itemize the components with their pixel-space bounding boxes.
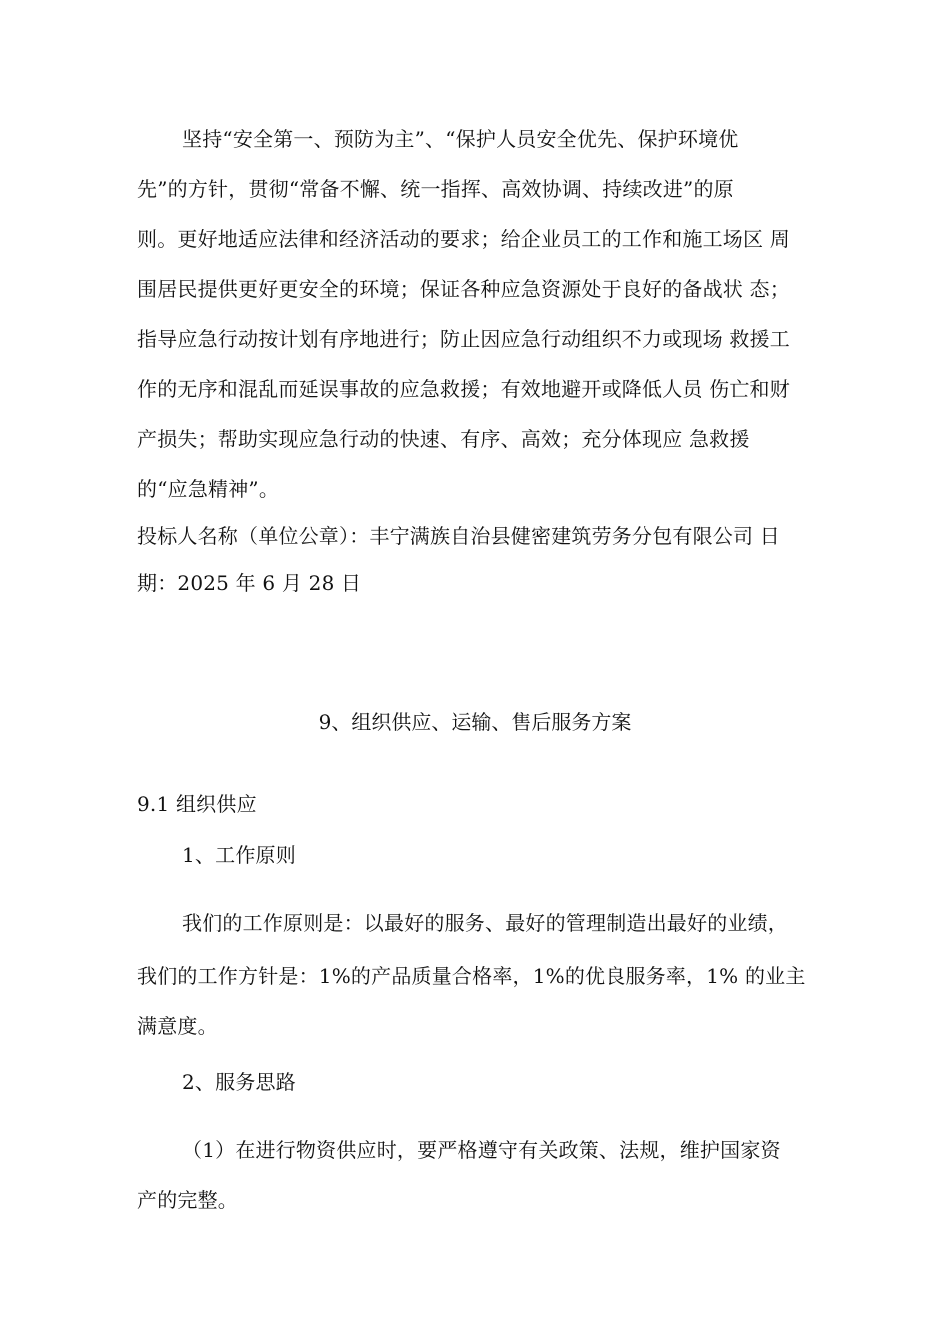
paragraph-line: 围居民提供更好更安全的环境；保证各种应急资源处于良好的备战状 态； <box>137 277 790 301</box>
paragraph-line: 指导应急行动按计划有序地进行；防止因应急行动组织不力或现场 救援工 <box>137 327 790 351</box>
paragraph-line: （1）在进行物资供应时，要严格遵守有关政策、法规，维护国家资 <box>182 1138 781 1162</box>
paragraph-line: 我们的工作原则是：以最好的服务、最好的管理制造出最好的业绩， <box>182 911 788 935</box>
paragraph-line: 我们的工作方针是：1%的产品质量合格率，1%的优良服务率，1% 的业主 <box>137 964 806 988</box>
bidder-date-line: 期：2025 年 6 月 28 日 <box>137 571 362 595</box>
paragraph-line: 作的无序和混乱而延误事故的应急救援；有效地避开或降低人员 伤亡和财 <box>137 377 790 401</box>
section-title: 9、组织供应、运输、售后服务方案 <box>318 710 632 734</box>
item-title: 2、服务思路 <box>182 1070 296 1094</box>
paragraph-line: 满意度。 <box>137 1014 218 1038</box>
paragraph-line: 的“应急精神”。 <box>137 477 280 501</box>
paragraph-line: 产的完整。 <box>137 1188 238 1212</box>
paragraph-line: 产损失；帮助实现应急行动的快速、有序、高效；充分体现应 急救援 <box>137 427 750 451</box>
paragraph-line: 坚持“安全第一、预防为主”、“保护人员安全优先、保护环境优 <box>182 127 739 151</box>
subsection-title: 9.1 组织供应 <box>137 792 257 816</box>
bidder-name-line: 投标人名称（单位公章）：丰宁满族自治县健密建筑劳务分包有限公司 日 <box>137 524 780 548</box>
paragraph-line: 先”的方针，贯彻“常备不懈、统一指挥、高效协调、持续改进”的原 <box>137 177 734 201</box>
item-title: 1、工作原则 <box>182 843 296 867</box>
paragraph-line: 则。更好地适应法律和经济活动的要求；给企业员工的工作和施工场区 周 <box>137 227 790 251</box>
